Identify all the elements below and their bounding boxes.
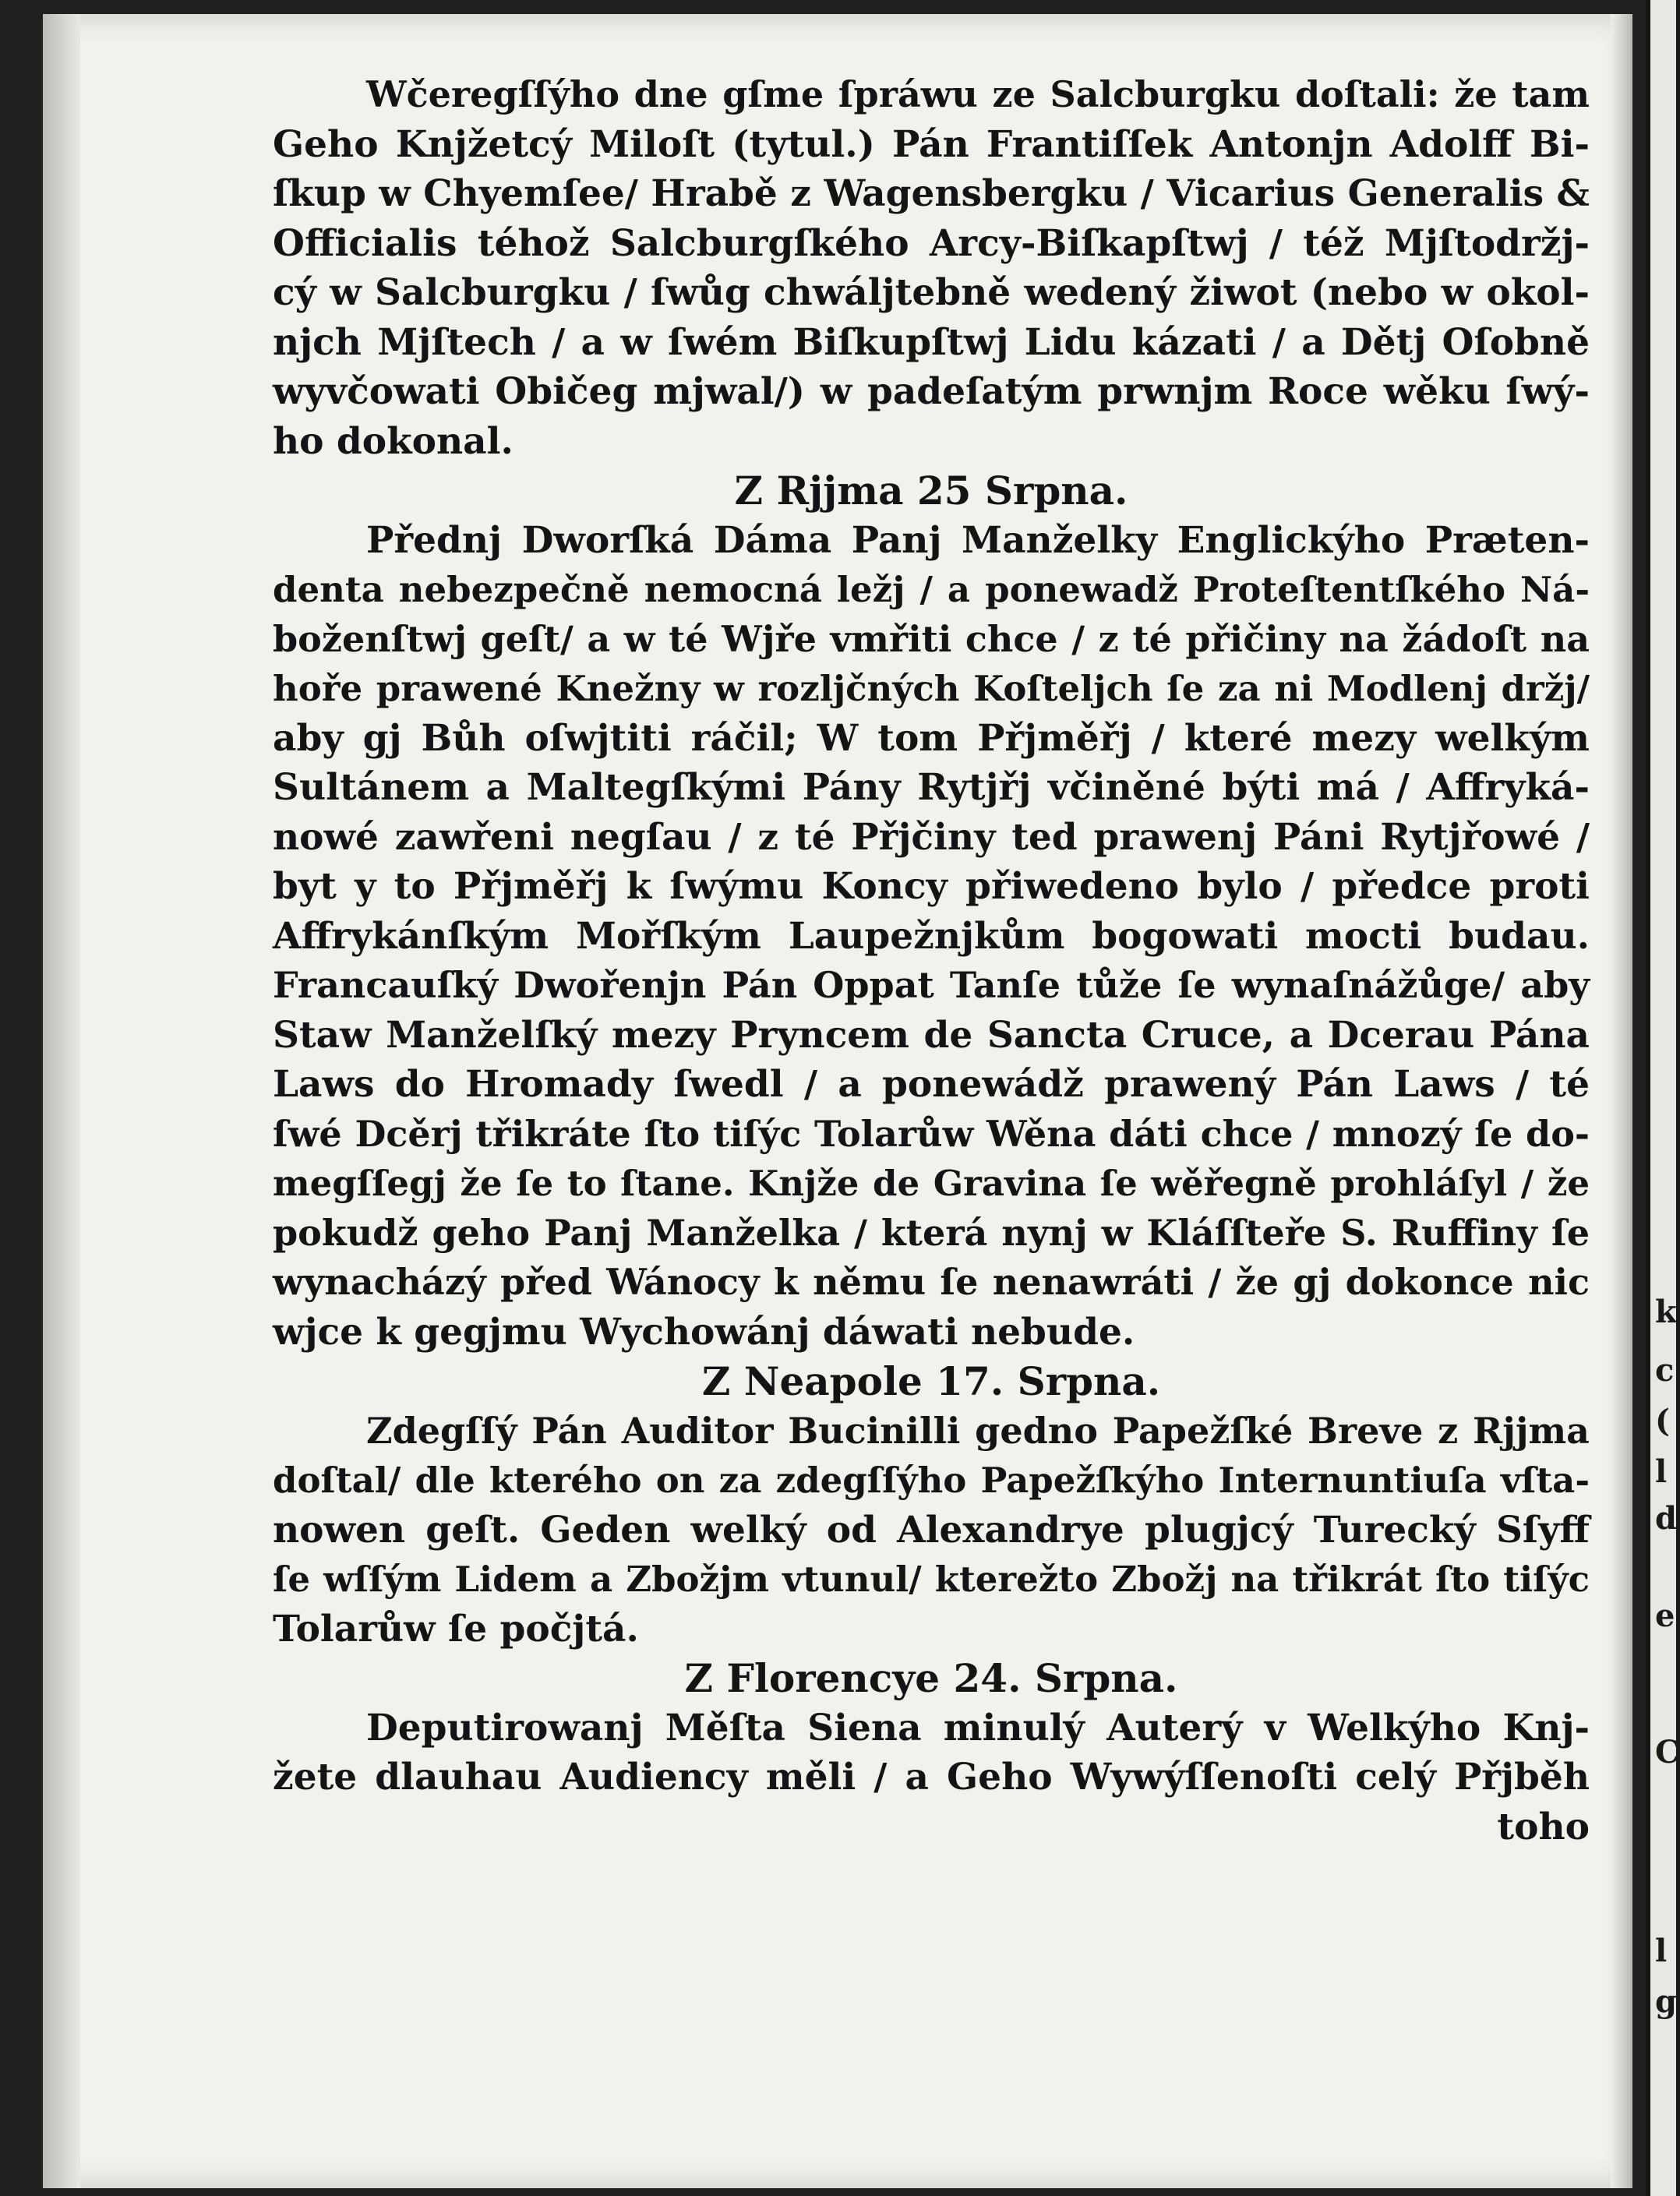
text-line: hoře prawené Knežny w rozljčných Koſteljch ſe za ni Modlenj držj/	[273, 668, 1590, 709]
text-line: Laws do Hromady ſwedl / a ponewádž prawený Pán Laws / té	[273, 1063, 1590, 1106]
text-line: Přednj Dworſká Dáma Panj Manželky Englickýho Præten-	[366, 518, 1590, 562]
text-line: Geho Knjžetcý Miloſt (tytul.) Pán Frantiſſek Antonjn Adolff Bi-	[273, 122, 1590, 166]
adjacent-page-strip	[1646, 0, 1680, 2196]
text-line: aby gj Bůh oſwjtiti ráčil; W tom Přjměřj / které mezy welkým	[273, 716, 1590, 760]
text-line: Zdegſſý Pán Auditor Bucinilli gedno Papežſké Breve z Rjjma	[366, 1409, 1590, 1452]
text-line: pokudž geho Panj Manželka / která nynj w Kláſſteře S. Ruffiny ſe	[273, 1211, 1590, 1254]
text-line: wjce k gegjmu Wychowánj dáwati nebude.	[273, 1310, 1135, 1354]
adjacent-page-letter: l	[1655, 1453, 1668, 1490]
text-line: Officialis téhož Salcburgſkého Arcy-Biſkapſtwj / též Mjſtodržj-	[273, 221, 1590, 265]
text-line: ſwé Dcěrj třikráte ſto tiſýc Tolarůw Wěna dáti chce / mnozý ſe do-	[273, 1112, 1590, 1155]
text-line: žete dlauhau Audiency měli / a Geho Wywýſſenoſti celý Přjběh	[273, 1756, 1590, 1799]
adjacent-page-letter: e	[1655, 1598, 1675, 1634]
adjacent-page-letter: l	[1655, 1933, 1668, 1969]
page-edge-shadow	[1611, 14, 1632, 2188]
text-line: Staw Manželſký mezy Pryncem de Sancta Cruce, a Dcerau Pána	[273, 1013, 1590, 1057]
text-line: ſkup w Chyemſee/ Hrabě z Wagensbergku / Vicarius Generalis &	[273, 172, 1590, 215]
dateline-heading: Z Rjjma 25 Srpna.	[734, 468, 1128, 514]
text-line: Tolarůw ſe počjtá.	[273, 1607, 639, 1651]
text-line: Deputirowanj Měſta Siena minulý Auterý v Welkýho Knj-	[366, 1706, 1590, 1749]
adjacent-page-letter: g	[1655, 1983, 1677, 2020]
catchword: toho	[1497, 1805, 1590, 1848]
adjacent-page-letter: c	[1655, 1352, 1675, 1389]
page-gutter-shadow	[43, 14, 80, 2188]
text-line: njch Mjſtech / a w ſwém Biſkupſtwj Lidu kázati / a Dětj Oſobně	[273, 320, 1590, 364]
text-line: byt y to Přjměřj k ſwýmu Koncy přiwedeno bylo / předce proti	[273, 865, 1590, 908]
dateline-heading: Z Florencye 24. Srpna.	[684, 1655, 1178, 1701]
text-line: cý w Salcburgku / ſwůg chwáljtebně wedený žiwot (nebo w okol-	[273, 271, 1590, 314]
text-line: doſtal/ dle kterého on za zdegſſýho Papežſkýho Internuntiuſa vſta-	[273, 1460, 1590, 1501]
text-block	[273, 70, 1590, 1852]
text-line: Sultánem a Maltegſkými Pány Rytjřj včiněné býti má / Affryká-	[273, 766, 1590, 809]
text-line: boženſtwj geſt/ a w té Wjře vmřiti chce / z té přičiny na žádoſt na	[273, 617, 1590, 660]
text-line: megſſegj že ſe to ſtane. Knjže de Gravina ſe wěřegně prohláſyl / že	[273, 1163, 1590, 1204]
text-line: wynacházý před Wánocy k němu ſe nenawráti / že gj dokonce nic	[273, 1261, 1590, 1303]
adjacent-page-letter: k	[1655, 1294, 1677, 1330]
text-line: nowen geſt. Geden welký od Alexandrye plugjcý Turecký Sſyff	[273, 1508, 1590, 1552]
text-line: Wčeregſſýho dne gſme ſpráwu ze Salcburgku doſtali: že tam	[366, 73, 1590, 115]
text-line: wyvčowati Običeg mjwal/) w padeſatým prwnjm Roce wěku ſwý-	[273, 370, 1590, 413]
text-line: Affrykánſkým Mořſkým Laupežnjkům bogowati mocti budau.	[273, 914, 1590, 958]
text-line: Francauſký Dwořenjn Pán Oppat Tanſe tůže ſe wynaſnážůge/ aby	[273, 964, 1590, 1006]
text-line: denta nebezpečně nemocná ležj / a ponewadž Proteſtentſkého Ná-	[273, 569, 1590, 610]
text-line: ho dokonal.	[273, 419, 514, 463]
text-line: ſe wſſým Lidem a Zbožjm vtunul/ kterežto Zbožj na třikrát ſto tiſýc	[273, 1559, 1590, 1600]
adjacent-page-letter: d	[1655, 1500, 1677, 1537]
text-line: nowé zawřeni negſau / z té Přjčiny ted prawenj Páni Rytjřowé /	[273, 815, 1590, 859]
adjacent-page-letter: (	[1655, 1403, 1670, 1439]
dateline-heading: Z Neapole 17. Srpna.	[701, 1358, 1161, 1404]
adjacent-page-letter: C	[1655, 1734, 1680, 1771]
